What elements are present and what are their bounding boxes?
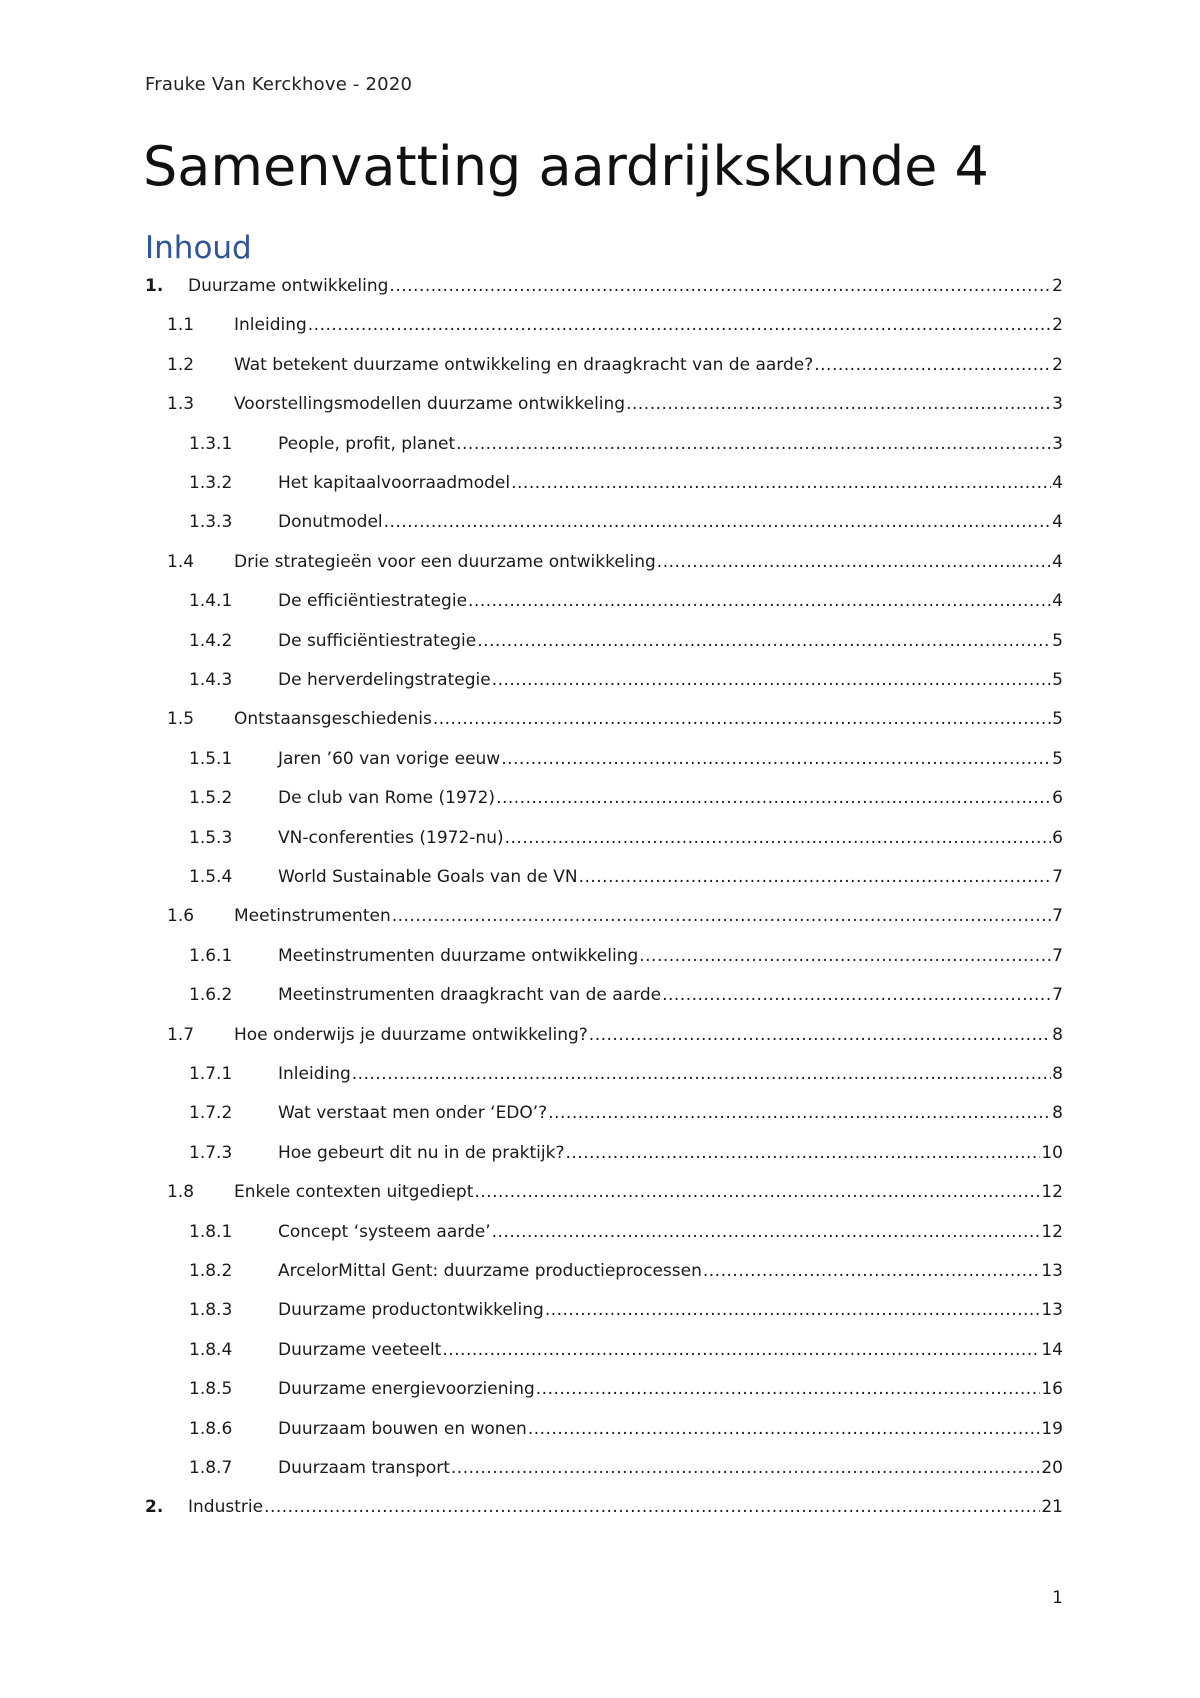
toc-entry-number: 1.5.4 [189, 867, 233, 887]
toc-entry[interactable] [189, 982, 1063, 1008]
toc-entry[interactable] [189, 667, 1063, 693]
toc-entry-label: De sufficiëntiestrategie [278, 630, 477, 651]
toc-entry-number: 1.4.3 [189, 670, 233, 690]
toc-entry-page: 2 [1052, 354, 1063, 375]
toc-entry-label: Hoe gebeurt dit nu in de praktijk? [278, 1142, 565, 1163]
toc-entry-label: Hoe onderwijs je duurzame ontwikkeling? [234, 1024, 588, 1045]
toc-entry-number: 1.8.7 [189, 1458, 233, 1478]
toc-dot-leader [392, 903, 1051, 929]
toc-entry[interactable] [167, 391, 1063, 417]
toc-entry[interactable] [189, 1219, 1063, 1245]
toc-dot-leader [496, 785, 1051, 811]
page-number: 1 [1052, 1588, 1063, 1608]
toc-entry[interactable] [189, 1337, 1063, 1363]
toc-dot-leader [589, 1022, 1051, 1048]
toc-dot-leader [536, 1376, 1041, 1402]
toc-entry-number: 1.7.3 [189, 1142, 233, 1163]
toc-dot-leader [511, 470, 1051, 496]
toc-entry-number: 1.5 [167, 709, 195, 730]
toc-entry[interactable] [167, 1022, 1063, 1048]
toc-entry-number: 1.1 [167, 315, 195, 336]
toc-entry[interactable] [167, 903, 1063, 929]
toc-dot-leader [451, 1455, 1040, 1481]
toc-dot-leader [639, 943, 1051, 969]
toc-entry[interactable] [189, 1258, 1063, 1284]
toc-entry-label: VN-conferenties (1972-nu) [278, 827, 504, 848]
toc-entry-number: 1.7 [167, 1024, 195, 1045]
toc-entry-label: Duurzame productontwikkeling [278, 1300, 544, 1321]
toc-entry-label: Duurzame ontwikkeling [188, 276, 389, 296]
toc-dot-leader [566, 1140, 1041, 1166]
toc-entry[interactable] [167, 549, 1063, 575]
toc-entry-number: 1.8.1 [189, 1221, 233, 1242]
toc-entry-number: 1.4 [167, 551, 195, 572]
toc-entry-number: 1.8.2 [189, 1261, 233, 1281]
toc-entry[interactable] [167, 1179, 1063, 1205]
toc-entry-number: 1.4.2 [189, 630, 233, 651]
toc-entry[interactable] [189, 1061, 1063, 1087]
toc-dot-leader [703, 1258, 1041, 1284]
toc-entry[interactable] [189, 588, 1063, 614]
toc-entry-label: Wat verstaat men onder ‘EDO’? [278, 1103, 548, 1124]
toc-entry-page: 20 [1041, 1458, 1063, 1478]
toc-entry[interactable] [167, 706, 1063, 732]
toc-entry-page: 4 [1052, 473, 1063, 493]
toc-entry-page: 4 [1052, 591, 1063, 612]
toc-entry[interactable] [189, 825, 1063, 851]
toc-entry-page: 2 [1052, 315, 1063, 336]
toc-entry[interactable] [167, 312, 1063, 338]
toc-entry-label: ArcelorMittal Gent: duurzame productieprocessen [278, 1261, 702, 1281]
toc-dot-leader [352, 1061, 1051, 1087]
toc-dot-leader [433, 706, 1051, 732]
toc-entry-label: Duurzaam transport [278, 1458, 450, 1478]
toc-entry-label: Duurzaam bouwen en wonen [278, 1418, 527, 1439]
toc-entry-page: 16 [1041, 1379, 1063, 1400]
toc-entry[interactable] [189, 628, 1063, 654]
toc-entry-label: Industrie [188, 1497, 264, 1518]
toc-entry[interactable] [189, 431, 1063, 457]
toc-entry-page: 7 [1052, 945, 1063, 966]
toc-dot-leader [442, 1337, 1040, 1363]
toc-entry-page: 10 [1041, 1142, 1063, 1163]
toc-dot-leader [456, 431, 1051, 457]
toc-entry-number: 1.8.6 [189, 1418, 233, 1439]
toc-entry[interactable] [189, 785, 1063, 811]
toc-entry[interactable] [189, 1416, 1063, 1442]
toc-entry-number: 1.7.2 [189, 1103, 233, 1124]
toc-entry-label: Concept ‘systeem aarde’ [278, 1221, 491, 1242]
toc-entry-page: 5 [1052, 709, 1063, 730]
toc-entry-label: Inleiding [278, 1064, 351, 1084]
toc-entry-number: 1.5.3 [189, 827, 233, 848]
toc-entry-page: 7 [1052, 906, 1063, 927]
toc-entry-page: 4 [1052, 512, 1063, 533]
toc-entry[interactable] [189, 509, 1063, 535]
toc-entry-number: 1.3.3 [189, 512, 233, 533]
toc-dot-leader [384, 509, 1052, 535]
toc-entry[interactable] [145, 273, 1063, 299]
toc-entry-number: 1.6.2 [189, 985, 233, 1006]
toc-entry[interactable] [167, 352, 1063, 378]
toc-entry-page: 6 [1052, 827, 1063, 848]
toc-dot-leader [264, 1494, 1040, 1520]
toc-entry-label: Duurzame energievoorziening [278, 1379, 535, 1400]
toc-entry-page: 7 [1052, 985, 1063, 1006]
toc-entry-number: 1. [145, 276, 164, 296]
toc-entry-label: People, profit, planet [278, 433, 456, 454]
toc-entry[interactable] [189, 746, 1063, 772]
toc-entry-number: 1.3.2 [189, 473, 233, 493]
toc-entry-page: 5 [1052, 630, 1063, 651]
toc-dot-leader [477, 628, 1051, 654]
toc-entry-page: 21 [1041, 1497, 1063, 1518]
toc-entry[interactable] [189, 1140, 1063, 1166]
toc-entry-label: World Sustainable Goals van de VN [278, 867, 578, 887]
toc-entry-label: Jaren ’60 van vorige eeuw [278, 748, 501, 769]
toc-dot-leader [492, 667, 1051, 693]
toc-entry-number: 1.5.2 [189, 788, 233, 809]
toc-entry-number: 1.3 [167, 394, 195, 415]
toc-entry-page: 12 [1041, 1221, 1063, 1242]
toc-dot-leader [468, 588, 1051, 614]
toc-dot-leader [662, 982, 1051, 1008]
toc-dot-leader [545, 1297, 1041, 1323]
toc-dot-leader [814, 352, 1051, 378]
page-header: Frauke Van Kerckhove - 2020 [145, 74, 413, 95]
toc-dot-leader [505, 825, 1052, 851]
toc-dot-leader [308, 312, 1051, 338]
toc-entry-label: Meetinstrumenten duurzame ontwikkeling [278, 945, 639, 966]
toc-entry-page: 3 [1052, 394, 1063, 415]
toc-entry-label: Duurzame veeteelt [278, 1339, 442, 1360]
toc-entry-page: 3 [1052, 433, 1063, 454]
toc-dot-leader [579, 864, 1052, 890]
toc-entry-page: 8 [1052, 1024, 1063, 1045]
toc-entry-label: Enkele contexten uitgediept [234, 1182, 474, 1203]
toc-entry[interactable] [189, 943, 1063, 969]
toc-entry-number: 1.8.3 [189, 1300, 233, 1321]
toc-entry-page: 5 [1052, 748, 1063, 769]
document-title: Samenvatting aardrijkskunde 4 [143, 135, 989, 198]
toc-entry-label: Inleiding [234, 315, 307, 336]
toc-entry-page: 6 [1052, 788, 1063, 809]
toc-entry-label: Wat betekent duurzame ontwikkeling en draagkracht van de aarde? [234, 354, 814, 375]
toc-entry-label: De club van Rome (1972) [278, 788, 496, 809]
toc-entry-page: 8 [1052, 1103, 1063, 1124]
toc-entry-number: 1.6.1 [189, 945, 233, 966]
toc-entry[interactable] [189, 1297, 1063, 1323]
toc-entry-number: 1.2 [167, 354, 195, 375]
toc-entry-number: 1.8.4 [189, 1339, 233, 1360]
toc-entry-number: 1.7.1 [189, 1064, 233, 1084]
toc-entry[interactable] [189, 1100, 1063, 1126]
toc-entry-page: 2 [1052, 276, 1063, 296]
toc-dot-leader [626, 391, 1051, 417]
toc-entry-page: 13 [1041, 1261, 1063, 1281]
toc-entry-page: 14 [1041, 1339, 1063, 1360]
toc-entry[interactable] [189, 470, 1063, 496]
toc-entry-number: 1.5.1 [189, 748, 233, 769]
toc-entry-page: 7 [1052, 867, 1063, 887]
toc-entry-label: Donutmodel [278, 512, 383, 533]
toc-entry[interactable] [189, 864, 1063, 890]
toc-entry-number: 1.4.1 [189, 591, 233, 612]
toc-dot-leader [389, 273, 1051, 299]
toc-entry-number: 1.6 [167, 906, 195, 927]
toc-entry-label: De efficiëntiestrategie [278, 591, 468, 612]
toc-entry-page: 12 [1041, 1182, 1063, 1203]
toc-entry-page: 4 [1052, 551, 1063, 572]
toc-entry-label: Voorstellingsmodellen duurzame ontwikkeling [234, 394, 626, 415]
toc-entry-label: Meetinstrumenten [234, 906, 391, 927]
toc-dot-leader [474, 1179, 1040, 1205]
toc-entry-page: 5 [1052, 670, 1063, 690]
toc-entry-page: 13 [1041, 1300, 1063, 1321]
toc-entry-label: Meetinstrumenten draagkracht van de aarde [278, 985, 662, 1006]
toc-dot-leader [492, 1219, 1041, 1245]
toc-dot-leader [657, 549, 1051, 575]
toc-entry-number: 1.3.1 [189, 433, 233, 454]
toc-entry-label: Drie strategieën voor een duurzame ontwikkeling [234, 551, 656, 572]
toc-entry-label: Het kapitaalvoorraadmodel [278, 473, 511, 493]
toc-entry[interactable] [189, 1455, 1063, 1481]
toc-entry[interactable] [145, 1494, 1063, 1520]
toc-entry-number: 1.8.5 [189, 1379, 233, 1400]
toc-entry[interactable] [189, 1376, 1063, 1402]
toc-entry-page: 8 [1052, 1064, 1063, 1084]
toc-dot-leader [528, 1416, 1041, 1442]
toc-entry-label: Ontstaansgeschiedenis [234, 709, 432, 730]
toc-heading: Inhoud [145, 230, 252, 266]
toc-entry-page: 19 [1041, 1418, 1063, 1439]
toc-entry-number: 2. [145, 1497, 164, 1518]
toc-dot-leader [548, 1100, 1051, 1126]
toc-dot-leader [501, 746, 1051, 772]
toc-entry-number: 1.8 [167, 1182, 195, 1203]
toc-entry-label: De herverdelingstrategie [278, 670, 491, 690]
